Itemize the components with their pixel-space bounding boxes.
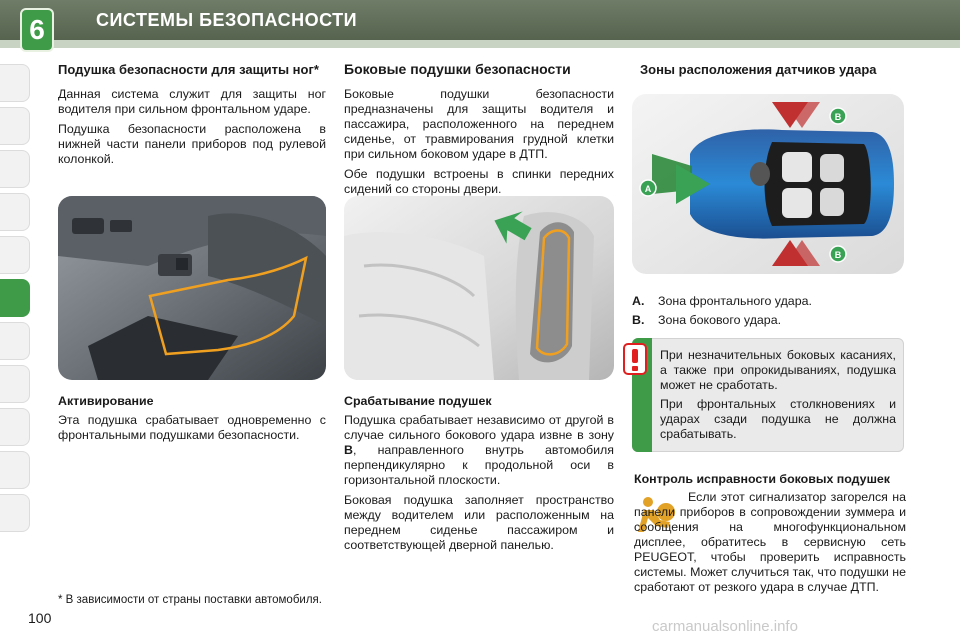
side-airbag-title: Боковые подушки безопасности (344, 61, 571, 77)
control-paragraph: Если этот сигнализатор загорелся на панели приборов в сопровождении зуммера и сообщения на многофункциональном дисплее, обратитесь в сервисную сеть PEUGEOT, чтобы проверить исправность системы. Может случиться так, что подушки не сработают от резкого удара в случае ДТП. (634, 490, 906, 594)
zone-b-marker-top: B (834, 112, 842, 122)
knee-airbag-title: Подушка безопасности для защиты ног* (58, 62, 319, 77)
side-airbag-paragraph-1: Боковые подушки безопасности предназначены для защиты водителя и пассажира, расположенного на переднем сиденье, от травмирования грудной клетки при сильном боковом ударе в ДТП. (344, 87, 614, 161)
warning-paragraph-1: При незначительных боковых касаниях, а также при опрокидываниях, подушка может не сработать. (660, 348, 896, 392)
deployment-section (344, 394, 614, 558)
deployment-title: Срабатывание подушек (344, 394, 492, 408)
activation-title: Активирование (58, 394, 154, 408)
footnote: * В зависимости от страны поставки автомобиля. (58, 594, 322, 606)
zone-description: Зона фронтального удара. (658, 294, 812, 308)
sensor-zones-title: Зоны расположения датчиков удара (640, 62, 877, 77)
deployment-paragraph-2: Боковая подушка заполняет пространство между водителем или расположенным на переднем сиденье пассажиром и соответствующей дверной панелью. (344, 493, 614, 552)
side-tab-3[interactable] (0, 150, 30, 188)
seat-airbag-photo (344, 196, 614, 380)
knee-airbag-paragraph-1: Данная система служит для защиты ног водителя при сильном фронтальном ударе. (58, 87, 326, 116)
deployment-paragraph-1 (344, 413, 614, 488)
deployment-text-part1: Подушка срабатывает независимо от другой в случае сильного бокового удара извне в зону (344, 413, 614, 442)
zone-description: Зона бокового удара. (658, 313, 782, 327)
chapter-title: СИСТЕМЫ БЕЗОПАСНОСТИ (96, 10, 358, 30)
activation-section (58, 394, 326, 448)
side-airbag-paragraph-2: Обе подушки встроены в спинки передних сидений со стороны двери. (344, 167, 614, 196)
control-section (634, 472, 906, 491)
side-tab-4[interactable] (0, 193, 30, 231)
zone-b-reference: B (344, 443, 353, 457)
control-body (634, 490, 906, 600)
chapter-number-tab: 6 (20, 8, 54, 52)
warning-exclamation-icon (618, 342, 652, 376)
zone-letter: A. (632, 294, 645, 308)
side-airbag-section (344, 62, 614, 202)
side-tab-6-active[interactable] (0, 279, 30, 317)
side-tab-8[interactable] (0, 365, 30, 403)
side-tab-2[interactable] (0, 107, 30, 145)
car-sensor-diagram (632, 94, 904, 274)
page-number: 100 (28, 610, 52, 626)
sensor-zones-section (640, 62, 910, 87)
side-tab-7[interactable] (0, 322, 30, 360)
zone-letter: B. (632, 313, 645, 327)
side-tab-10[interactable] (0, 451, 30, 489)
zone-legend-item (632, 292, 812, 311)
side-tab-1[interactable] (0, 64, 30, 102)
zone-b-marker-bottom: B (834, 250, 842, 260)
zone-legend (632, 292, 812, 330)
side-tab-5[interactable] (0, 236, 30, 274)
side-tab-11[interactable] (0, 494, 30, 532)
warning-paragraph-2: При фронтальных столкновениях и ударах сзади подушка не должна срабатывать. (660, 397, 896, 441)
zone-legend-item (632, 311, 812, 330)
warning-text (660, 348, 896, 446)
knee-airbag-section (58, 62, 326, 172)
zone-a-marker: A (644, 184, 652, 194)
activation-paragraph: Эта подушка срабатывает одновременно с фронтальными подушками безопасности. (58, 413, 326, 442)
control-title: Контроль исправности боковых подушек (634, 472, 890, 486)
knee-airbag-photo (58, 196, 326, 380)
knee-airbag-paragraph-2: Подушка безопасности расположена в нижней части панели приборов под рулевой колонкой. (58, 122, 326, 166)
side-tab-9[interactable] (0, 408, 30, 446)
watermark-text: carmanualsonline.info (652, 618, 798, 635)
deployment-text-part2: , направленного внутрь автомобиля перпендикулярно к продольной оси в горизонтальной плоскости. (344, 443, 614, 487)
chapter-side-tabs (0, 64, 34, 537)
